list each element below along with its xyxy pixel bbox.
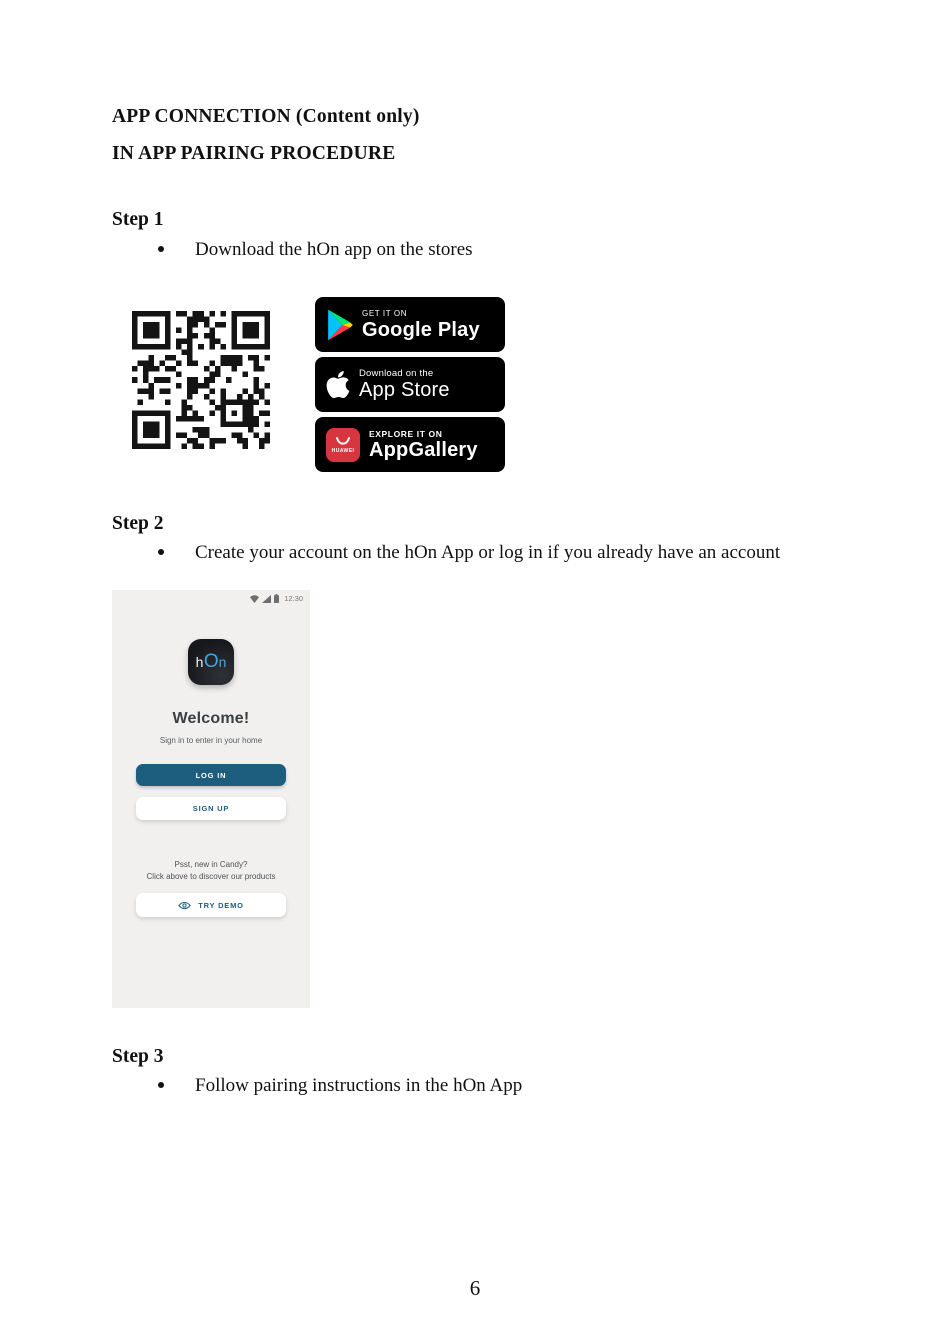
google-play-name: Google Play [362,318,480,341]
phone-screenshot [112,590,310,1008]
google-play-texts [362,309,480,341]
eye-icon [178,901,191,910]
step1-bullet-text: Download the hOn app on the stores [195,239,473,260]
try-demo-label: TRY DEMO [198,900,244,910]
app-gallery-tagline: EXPLORE IT ON [369,428,443,439]
app-gallery-texts [369,429,478,461]
wifi-icon [250,595,259,603]
phone-status-bar [250,594,303,603]
hon-letter-o: O [203,651,219,672]
google-play-tagline: GET IT ON [362,308,408,318]
page-number: 6 [469,1276,481,1300]
bullet-icon [158,1082,164,1088]
hon-letter-n: n [218,654,227,670]
step3-bullet-item [158,1074,858,1098]
log-in-button[interactable]: LOG IN [136,764,286,786]
battery-icon [274,594,279,603]
google-play-badge[interactable] [315,297,505,352]
hon-app-icon [188,639,234,685]
hon-letter-h: h [195,654,204,670]
welcome-title: Welcome! [172,710,250,727]
step2-bullet-item [158,541,858,565]
try-demo-button[interactable] [136,893,286,917]
app-store-badge[interactable] [315,357,505,412]
app-store-name: App Store [359,379,450,401]
google-play-icon [326,309,353,341]
huawei-appgallery-icon [326,428,360,462]
step1-bullet-item [158,238,858,262]
qr-code-image [132,311,270,449]
promo-line2: Click above to discover our products [146,871,276,881]
promo-line1: Psst, new in Candy? [174,860,248,869]
huawei-logo-box [326,428,360,462]
page-title: APP CONNECTION (Content only) [112,106,420,127]
step2-bullet-text: Create your account on the hOn App or log in if you already have an account [195,542,781,563]
app-gallery-name: AppGallery [369,438,478,461]
step2-heading: Step 2 [112,513,164,534]
bullet-icon [158,246,164,252]
apple-icon [326,369,350,400]
store-badges [315,297,505,477]
bullet-icon [158,549,164,555]
huawei-label: HUAWEI [331,447,355,454]
signal-icon [262,595,271,603]
promo-text [112,859,310,882]
app-gallery-badge[interactable] [315,417,505,472]
step3-heading: Step 3 [112,1046,164,1067]
welcome-subtitle: Sign in to enter in your home [159,736,263,745]
app-store-tagline: Download on the [359,368,434,379]
step3-bullet-text: Follow pairing instructions in the hOn App [195,1075,523,1096]
page-subtitle: IN APP PAIRING PROCEDURE [112,143,396,164]
step1-heading: Step 1 [112,209,164,230]
app-store-texts [359,368,450,401]
qr-code [132,311,270,449]
hon-app-icon-text [196,651,227,673]
sign-up-button[interactable]: SIGN UP [136,797,286,820]
status-time: 12:30 [284,594,303,603]
